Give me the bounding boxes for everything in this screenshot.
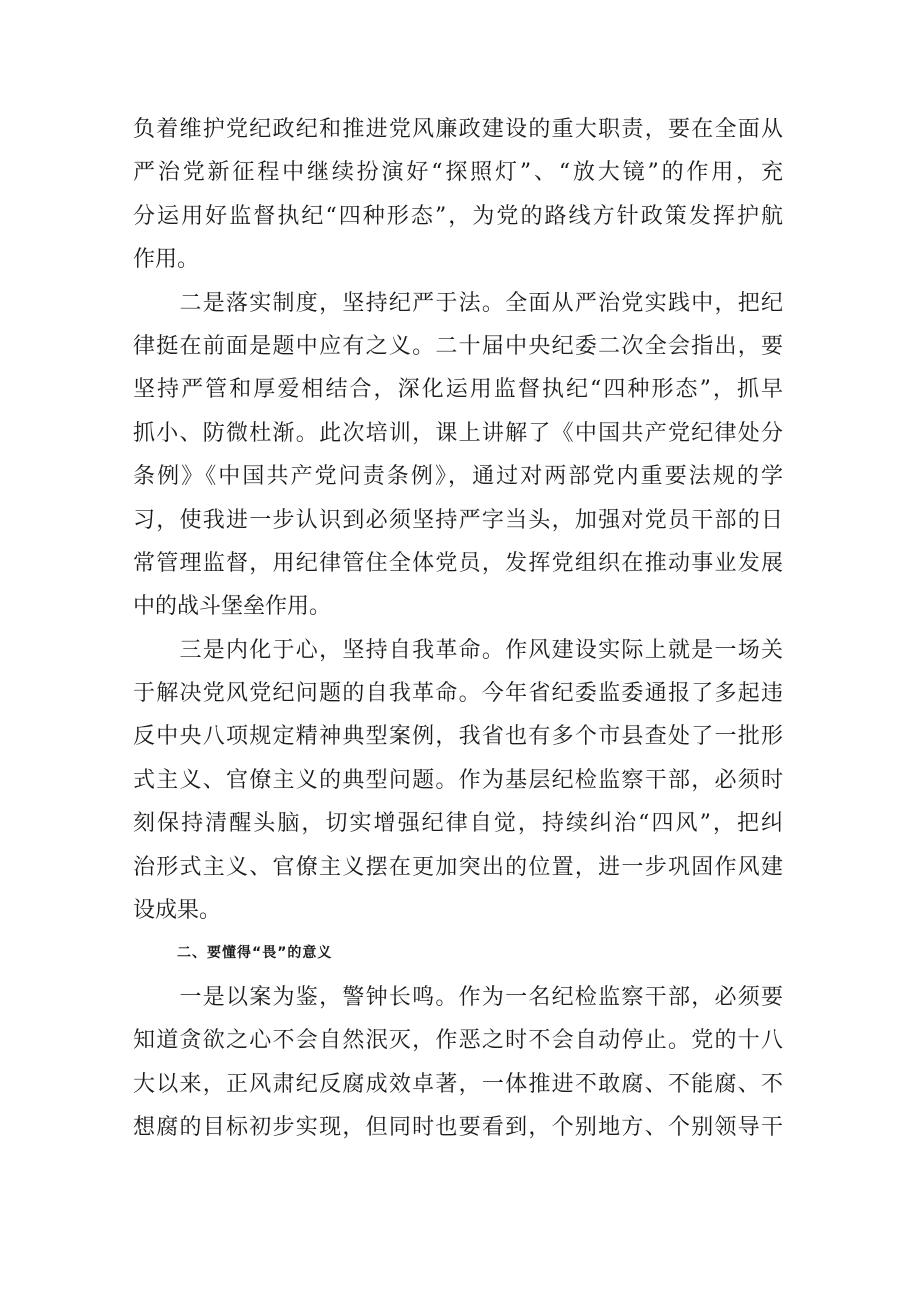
text-line: 常管理监督，用纪律管住全体党员，发挥党组织在推动事业发展	[133, 550, 783, 576]
text-line: 习，使我进一步认识到必须坚持严字当头，加强对党员干部的日	[133, 507, 783, 533]
text-line: 中的战斗堡垒作用。	[133, 594, 332, 620]
text-line: 二是落实制度，坚持纪严于法。全面从严治党实践中，把纪	[133, 290, 783, 316]
text-line: 设成果。	[133, 898, 222, 924]
section-heading: 二、要懂得“畏”的意义	[177, 945, 333, 962]
text-line: 一是以案为鉴，警钟长鸣。作为一名纪检监察干部，必须要	[133, 984, 783, 1010]
text-line: 作用。	[133, 247, 200, 273]
text-line: 治形式主义、官僚主义摆在更加突出的位置，进一步巩固作风建	[133, 854, 783, 880]
text-line: 严治党新征程中继续扮演好“探照灯”、“放大镜”的作用，充	[133, 160, 783, 186]
text-line: 反中央八项规定精神典型案例，我省也有多个市县查处了一批形	[133, 724, 783, 750]
text-line: 抓小、防微杜渐。此次培训，课上讲解了《中国共产党纪律处分	[133, 420, 783, 446]
text-line: 坚持严管和厚爱相结合，深化运用监督执纪“四种形态”，抓早	[133, 377, 783, 403]
text-line: 式主义、官僚主义的典型问题。作为基层纪检监察干部，必须时	[133, 767, 783, 793]
text-line: 知道贪欲之心不会自然泯灭，作恶之时不会自动停止。党的十八	[133, 1028, 783, 1054]
text-line: 律挺在前面是题中应有之义。二十届中央纪委二次全会指出，要	[133, 333, 783, 359]
text-line: 大以来，正风肃纪反腐成效卓著，一体推进不敢腐、不能腐、不	[133, 1071, 783, 1097]
text-line: 于解决党风党纪问题的自我革命。今年省纪委监委通报了多起违	[133, 681, 783, 707]
document-body	[133, 108, 783, 1149]
text-line: 分运用好监督执纪“四种形态”，为党的路线方针政策发挥护航	[133, 203, 783, 229]
text-line: 三是内化于心，坚持自我革命。作风建设实际上就是一场关	[133, 637, 783, 663]
text-line: 负着维护党纪政纪和推进党风廉政建设的重大职责，要在全面从	[133, 117, 783, 142]
text-line: 条例》《中国共产党问责条例》，通过对两部党内重要法规的学	[133, 464, 783, 490]
text-line: 刻保持清醒头脑，切实增强纪律自觉，持续纠治“四风”，把纠	[133, 811, 783, 837]
text-line: 想腐的目标初步实现，但同时也要看到，个别地方、个别领导干	[133, 1114, 783, 1140]
